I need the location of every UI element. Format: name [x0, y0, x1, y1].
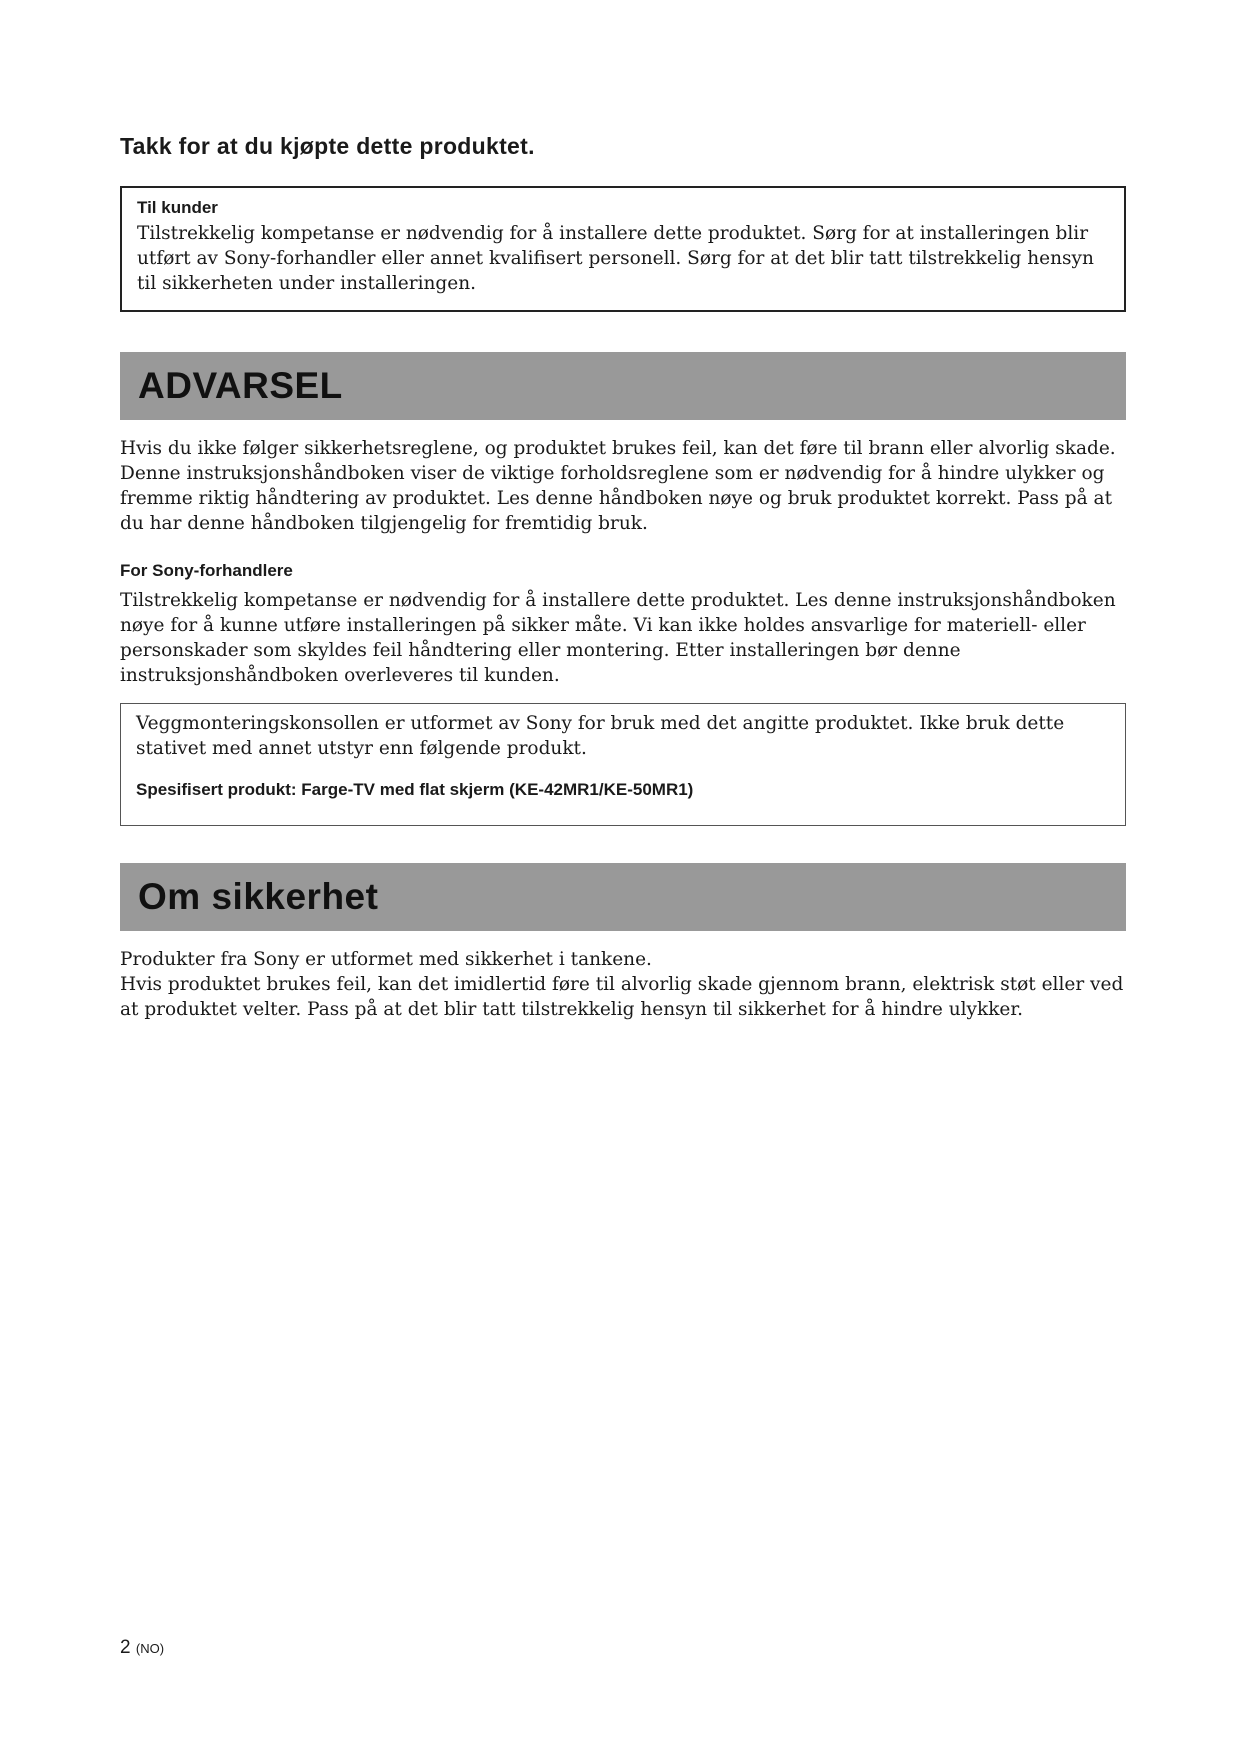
- safety-paragraph-1: Produkter fra Sony er utformet med sikkerhet i tankene.: [120, 949, 652, 970]
- page-language-code: (NO): [135, 1641, 165, 1656]
- dealers-paragraph: Tilstrekkelig kompetanse er nødvendig for å installere dette produktet. Les denne instruksjonshåndboken nøye for å kunne utføre installeringen på sikker måte. Vi kan ikke holdes ansvarlige for materiell- eller personskader som skyldes feil håndtering eller montering. Etter installeringen bør denne instruksjonshåndboken overleveres til kunden.: [120, 590, 1116, 686]
- safety-section-title: Om sikkerhet: [138, 876, 379, 917]
- warning-section-title: ADVARSEL: [138, 365, 343, 406]
- product-notice-box: [120, 703, 1126, 826]
- safety-paragraph-2: Hvis produktet brukes feil, kan det imidlertid føre til alvorlig skade gjennom brann, elektrisk støt eller ved at produktet velter. Pass på at det blir tatt tilstrekkelig hensyn til sikkerhet for å hindre ulykker.: [120, 974, 1124, 1020]
- customers-notice-title: Til kunder: [137, 198, 218, 217]
- warning-section-bar: [120, 352, 1126, 420]
- warning-paragraph-2: Denne instruksjonshåndboken viser de viktige forholdsreglene som er nødvendig for å hindre ulykker og fremme riktig håndtering av produktet. Les denne håndboken nøye og bruk produktet korrekt. Pass på at du har denne håndboken tilgjengelig for fremtidig bruk.: [120, 463, 1112, 534]
- safety-section-bar: [120, 863, 1126, 931]
- product-notice-text: Veggmonteringskonsollen er utformet av Sony for bruk med det angitte produktet. Ikke bruk dette stativet med annet utstyr enn følgende produkt.: [136, 713, 1065, 759]
- customers-notice-box: [120, 186, 1126, 312]
- page-number-value: 2: [120, 1637, 131, 1658]
- dealers-title: For Sony-forhandlere: [120, 561, 293, 580]
- safety-text-block: [120, 947, 1130, 1022]
- warning-text-block: [120, 436, 1130, 536]
- dealers-text-block: [120, 588, 1130, 688]
- customers-notice-text: Tilstrekkelig kompetanse er nødvendig for å installere dette produktet. Sørg for at installeringen blir utført av Sony-forhandler eller annet kvalifisert personell. Sørg for at det blir tatt tilstrekkelig hensyn til sikkerheten under installeringen.: [137, 223, 1094, 294]
- warning-paragraph-1: Hvis du ikke følger sikkerhetsreglene, og produktet brukes feil, kan det føre til brann eller alvorlig skade.: [120, 438, 1116, 459]
- specified-product: Spesifisert produkt: Farge-TV med flat skjerm (KE-42MR1/KE-50MR1): [136, 780, 694, 799]
- page-number: [120, 1637, 164, 1659]
- page-heading: Takk for at du kjøpte dette produktet.: [120, 133, 535, 159]
